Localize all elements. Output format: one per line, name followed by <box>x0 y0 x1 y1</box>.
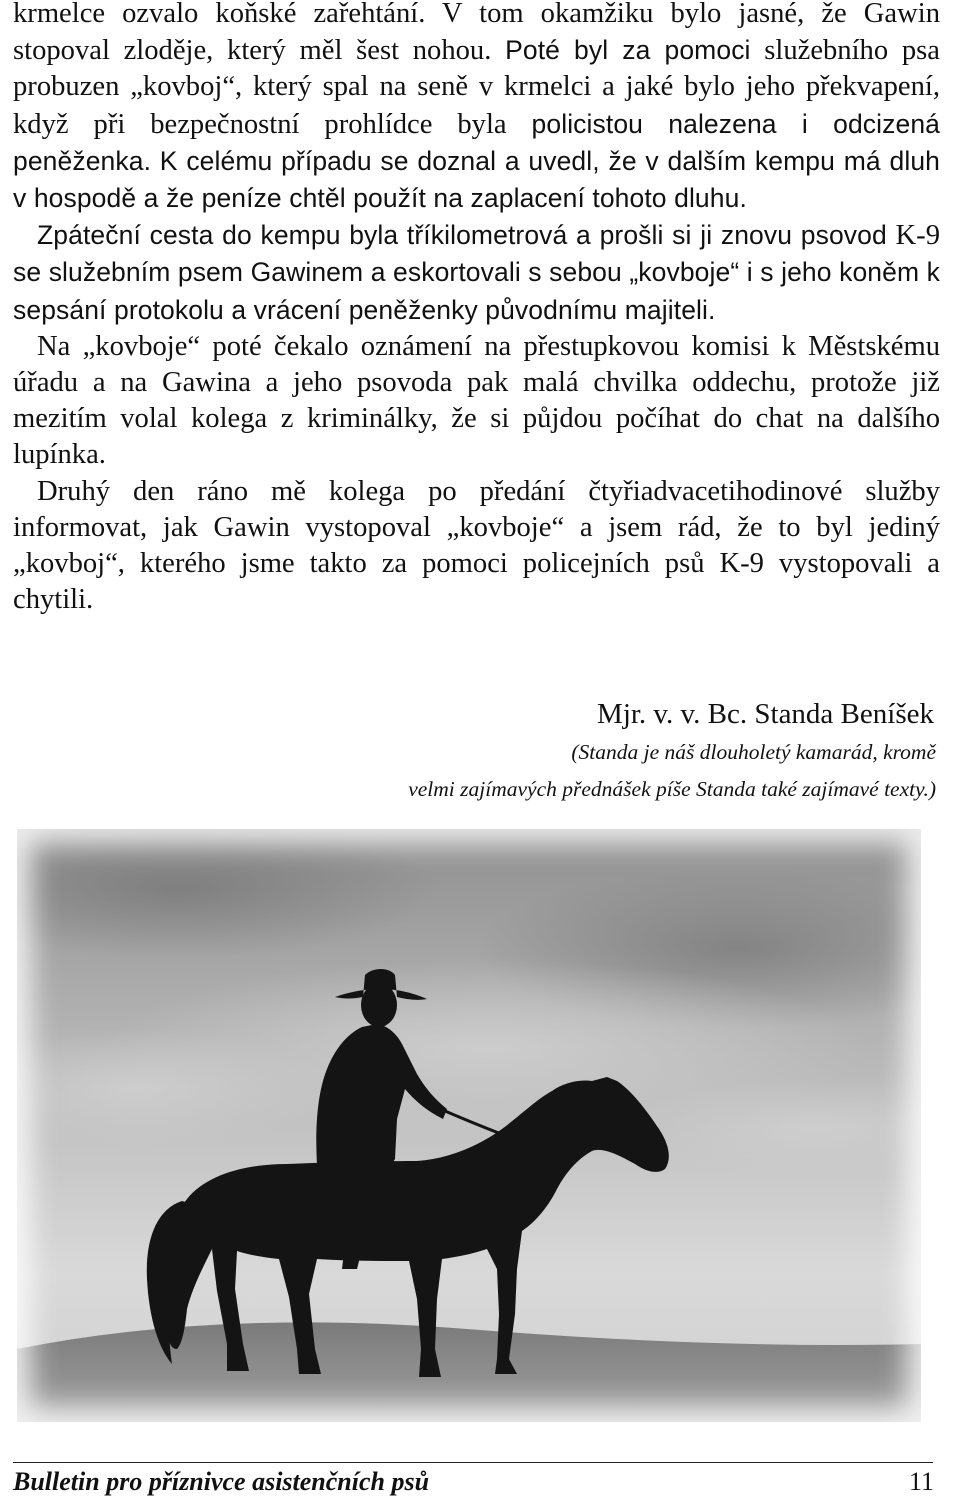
footer-divider <box>13 1462 933 1463</box>
paragraph-2 <box>13 217 940 329</box>
paragraph-2-text-b: K-9 <box>895 220 940 252</box>
paragraph-4: Druhý den ráno mě kolega po předání čtyřiadvacetihodinové služby informovat, jak Gawin vystopoval „kovboje“ a jsem rád, že to byl jediný „kovboj“, kterého jsme takto za pomoci policejních psů K-9 vystopovali a chytili. <box>13 475 940 616</box>
cowboy-silhouette-image <box>17 829 921 1422</box>
paragraph-2-text-a: Zpáteční cesta do kempu byla tříkilometrová a prošli si ji znovu psovod <box>37 220 896 251</box>
cowboy-silhouette-photo <box>17 829 921 1422</box>
paragraph-1-text-b: Poté byl za pomoci <box>505 35 751 66</box>
paragraph-1-text-c: služebního psa probuzen „kovboj“, který spal na seně v krmelci a jaké bylo jeho překvapení, když při bezpečnostní prohlídce byla <box>13 35 940 140</box>
author-signature: Mjr. v. v. Bc. Standa Beníšek <box>597 698 934 730</box>
paragraph-2-text-c: se služebním psem Gawinem a eskortovali s sebou „kovboje“ i s jeho koněm k sepsání protokolu a vrácení peněženky původnímu majiteli. <box>13 257 940 325</box>
article-body <box>13 0 940 618</box>
paragraph-3: Na „kovboje“ poté čekalo oznámení na přestupkovou komisi k Městskému úřadu a na Gawina a jeho psovoda pak malá chvilka oddechu, protože již mezitím volal kolega z kriminálky, že si půjdou počíhat do chat na dalšího lupínka. <box>13 330 940 471</box>
paragraph-1-text-a: krmelce ozvalo koňské zařehtání. V tom okamžiku bylo jasné, že Gawin stopoval zloděje, který měl šest nohou. <box>13 0 940 67</box>
author-note-line-1: (Standa je náš dlouholetý kamarád, kromě <box>571 740 936 764</box>
paragraph-1-text-d: policistou nalezena i odcizená peněženka. K celému případu se doznal a uvedl, že v dalším kempu má dluh v hospodě a že peníze chtěl použít na zaplacení tohoto dluhu. <box>13 108 940 214</box>
page-number: 11 <box>908 1467 934 1496</box>
author-note-line-2: velmi zajímavých přednášek píše Standa také zajímavé texty.) <box>408 777 936 801</box>
paragraph-1 <box>13 0 940 217</box>
footer-publication-title: Bulletin pro příznivce asistenčních psů <box>13 1467 430 1496</box>
